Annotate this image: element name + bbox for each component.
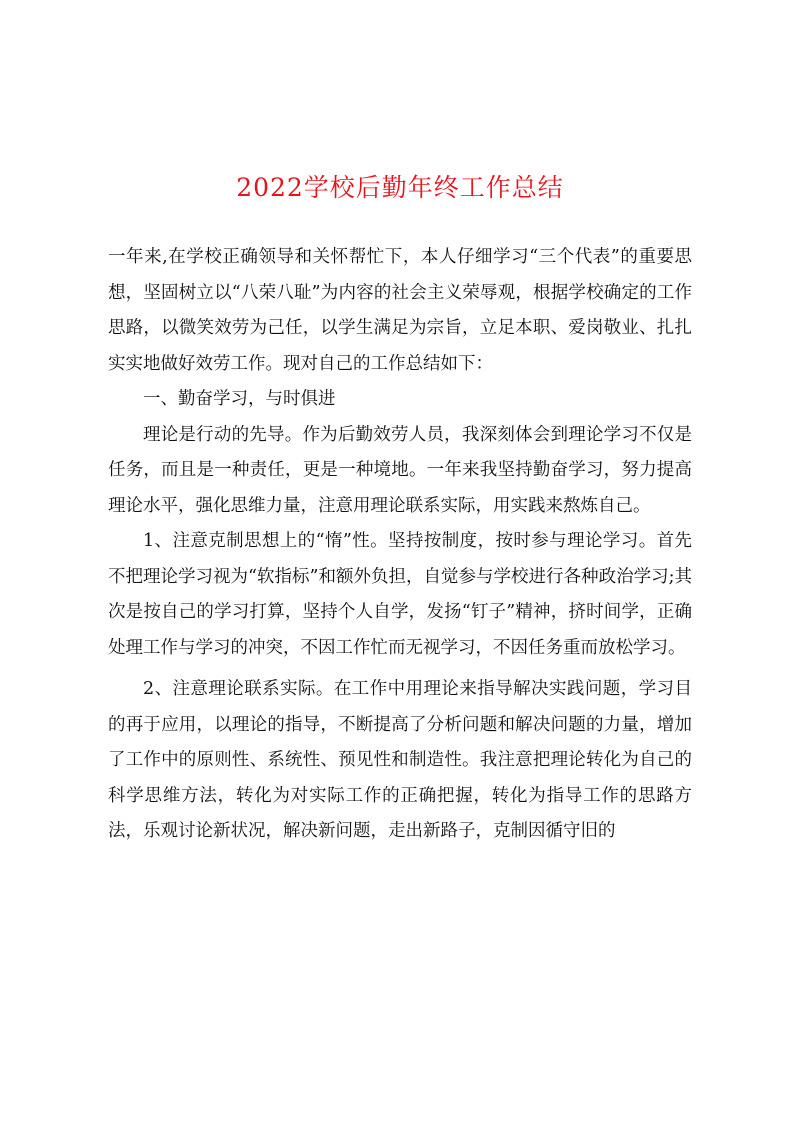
paragraph-intro: 一年来,在学校正确领导和关怀帮忙下，本人仔细学习“三个代表”的重要思想，坚固树立以“八荣八耻”为内容的社会主义荣辱观，根据学校确定的工作思路，以微笑效劳为己任，以学生满足为宗旨，立足本职、爱岗敬业、扎扎实实地做好效劳工作。现对自己的工作总结如下： — [108, 247, 692, 374]
paragraph-point-1: 1、注意克制思想上的“惰”性。坚持按制度，按时参与理论学习。首先不把理论学习视为“软指标”和额外负担，自觉参与学校进行各种政治学习;其次是按自己的学习打算，坚持个人自学，发扬“钉子”精神，挤时间学，正确处理工作与学习的冲突，不因工作忙而无视学习，不因任务重而放松学习。 — [108, 531, 692, 658]
document-title: 2022学校后勤年终工作总结 — [236, 173, 564, 202]
document-body — [108, 240, 692, 850]
paragraph-point-2: 2、注意理论联系实际。在工作中用理论来指导解决实践问题，学习目的再于应用，以理论的指导，不断提高了分析问题和解决问题的力量，增加了工作中的原则性、系统性、预见性和制造性。我注意把理论转化为自己的科学思维方法，转化为对实际工作的正确把握，转化为指导工作的思路方法，乐观讨论新状况，解决新问题，走出新路子，克制因循守旧的 — [108, 679, 692, 841]
section-heading-1: 一、勤奋学习，与时俱进 — [143, 389, 336, 409]
paragraph-theory: 理论是行动的先导。作为后勤效劳人员，我深刻体会到理论学习不仅是任务，而且是一种责任，更是一种境地。一年来我坚持勤奋学习，努力提高理论水平，强化思维力量，注意用理论联系实际，用实践来熬炼自己。 — [108, 424, 692, 516]
